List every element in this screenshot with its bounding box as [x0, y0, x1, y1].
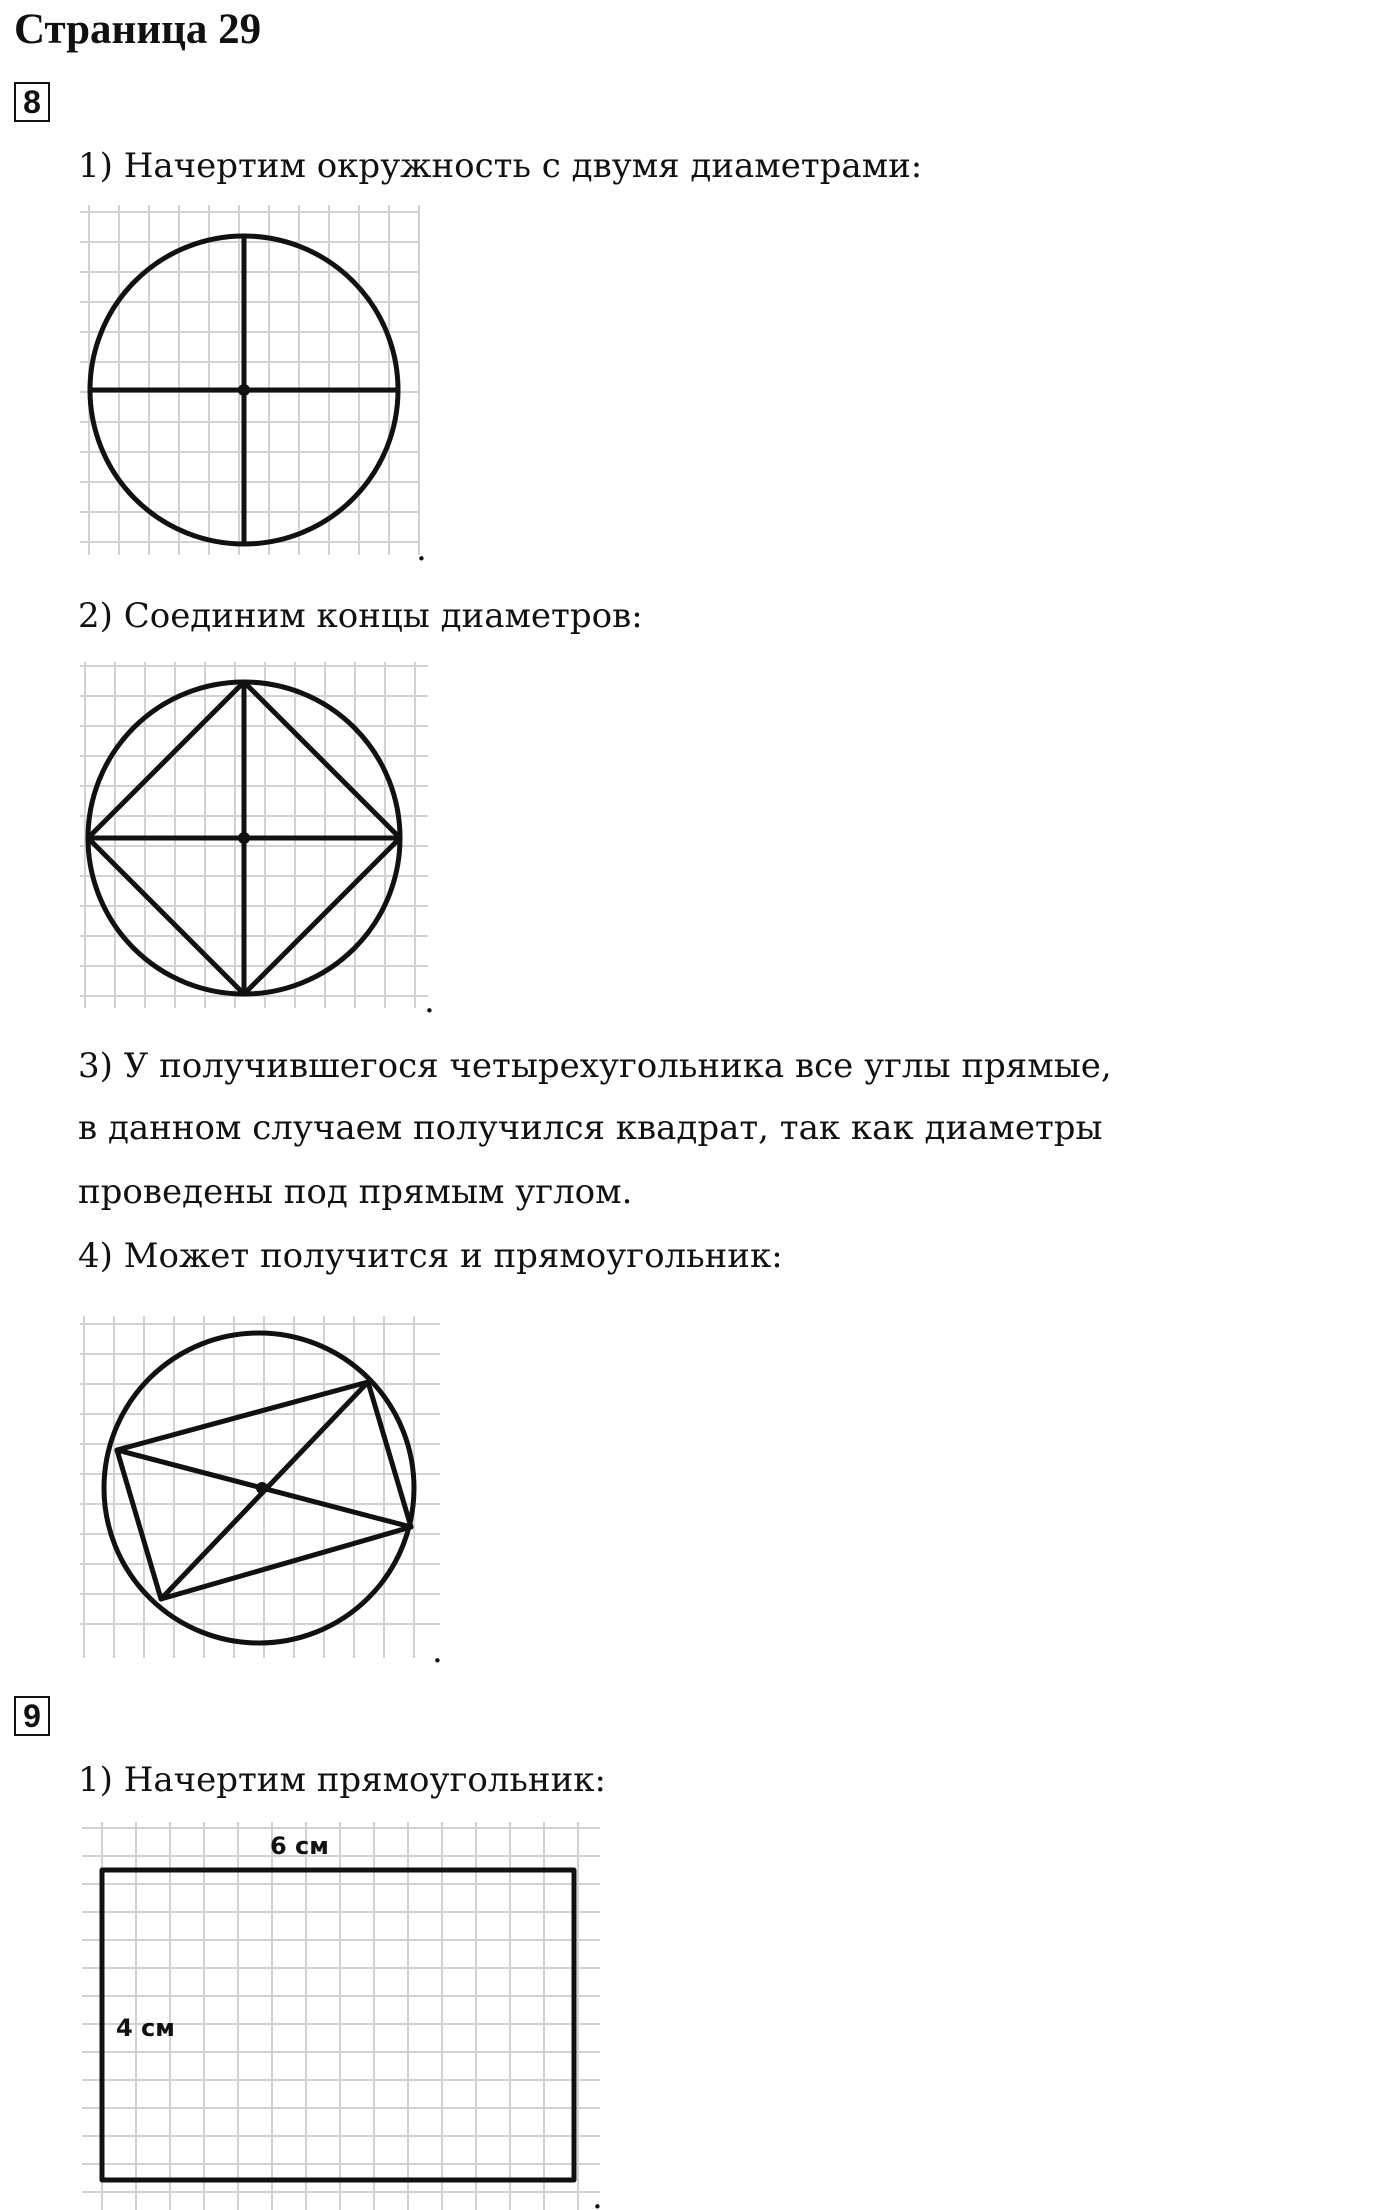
figure-end-mark: .	[432, 1631, 443, 1671]
inscribed-rectangle-figure	[70, 1310, 460, 1670]
task-8-step-1: 1) Начертим окружность с двумя диаметрами:	[78, 146, 923, 186]
rectangle-6x4-figure	[70, 1818, 630, 2210]
figure-end-mark: .	[416, 529, 427, 569]
grid-background	[80, 662, 428, 1008]
task-8-number-box: 8	[14, 82, 50, 122]
inscribed-square-figure	[70, 660, 440, 1020]
task-9-number-box: 9	[14, 1696, 50, 1736]
circle-two-diameters-figure	[70, 200, 430, 570]
figure-end-mark: .	[424, 981, 435, 1021]
center-point	[238, 832, 250, 844]
task-8-step-4: 4) Может получится и прямоугольник:	[78, 1236, 783, 1276]
task-8-step-3-line-1: 3) У получившегося четырехугольника все углы прямые,	[78, 1046, 1112, 1086]
task-9-step-1: 1) Начертим прямоугольник:	[78, 1760, 606, 1800]
page-title: Страница 29	[14, 6, 262, 53]
width-label: 6 см	[270, 1832, 329, 1860]
center-point	[238, 384, 250, 396]
task-8-step-3-line-2: в данном случаем получился квадрат, так как диаметры	[78, 1108, 1103, 1148]
center-point	[256, 1482, 268, 1494]
task-8-step-2: 2) Соединим концы диаметров:	[78, 596, 643, 636]
height-label: 4 см	[116, 2014, 175, 2042]
figure-end-mark: .	[592, 2177, 603, 2210]
task-8-step-3-line-3: проведены под прямым углом.	[78, 1172, 633, 1212]
grid-background	[80, 205, 420, 555]
